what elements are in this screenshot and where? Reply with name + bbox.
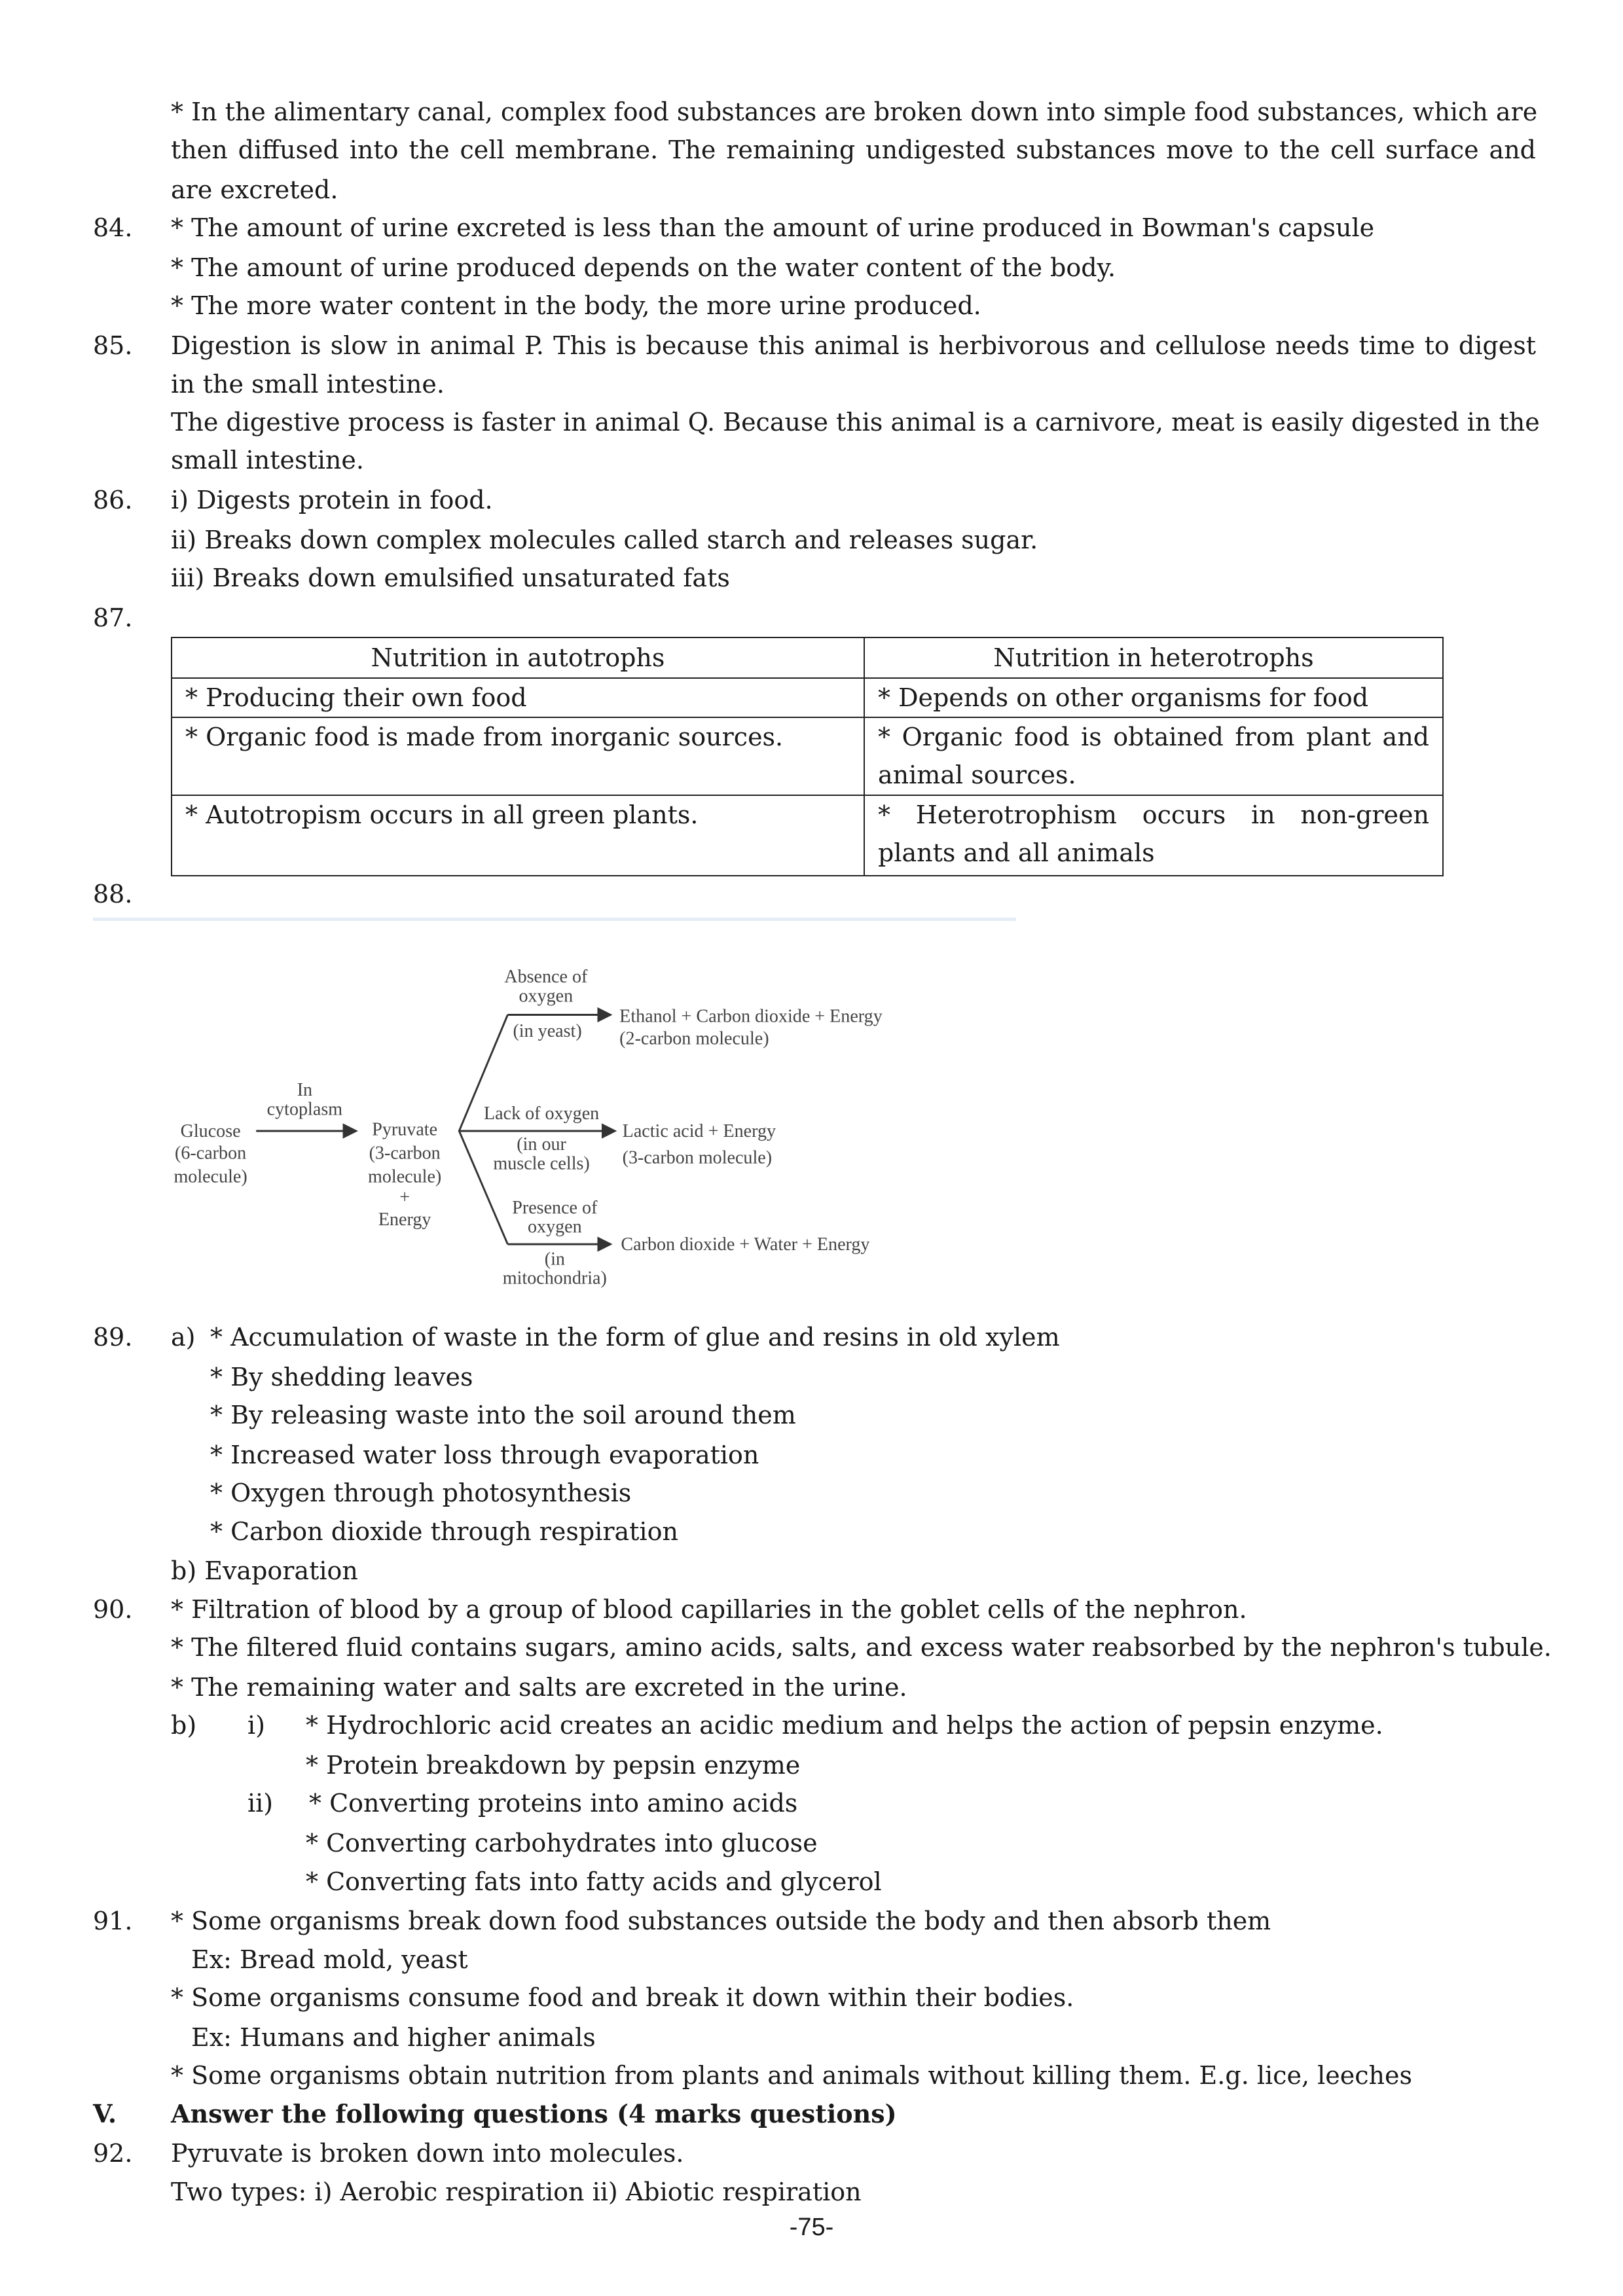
page-number: -75- bbox=[789, 2214, 834, 2241]
condition-label: oxygen bbox=[527, 1217, 582, 1238]
question-number: 87. bbox=[93, 603, 133, 632]
sub-label: i) bbox=[247, 1711, 265, 1740]
intro-line: are excreted. bbox=[171, 175, 338, 204]
answer-line: * Converting fats into fatty acids and glycerol bbox=[306, 1867, 882, 1896]
condition-label: Absence of bbox=[504, 967, 588, 988]
answer-line: * The more water content in the body, the more urine produced. bbox=[171, 291, 981, 320]
location-label: muscle cells) bbox=[493, 1153, 590, 1174]
sub-label: ii) bbox=[247, 1789, 274, 1818]
answer-line: * The filtered fluid contains sugars, amino acids, salts, and excess water reabsorbed by the nephron's tubule. bbox=[171, 1633, 1552, 1662]
answer-line: * Some organisms consume food and break it down within their bodies. bbox=[171, 1983, 1074, 2012]
answer-line: * By shedding leaves bbox=[210, 1363, 473, 1391]
section-title: Answer the following questions (4 marks questions) bbox=[171, 2099, 897, 2128]
answer-line: * The amount of urine produced depends on the water content of the body. bbox=[171, 253, 1116, 282]
condition-label: Presence of bbox=[512, 1197, 598, 1218]
sub-label: a) bbox=[171, 1323, 196, 1352]
answer-line: Digestion is slow in animal P. This is because this animal is herbivorous and cellulose needs time to digest bbox=[171, 331, 1536, 360]
question-number: 91. bbox=[93, 1907, 133, 1935]
pyruvate-label: (3-carbon bbox=[369, 1143, 441, 1164]
table-cell: * Organic food is made from inorganic sources. bbox=[172, 717, 864, 795]
respiration-pathway-diagram bbox=[147, 941, 1030, 1309]
table-cell: * Autotropism occurs in all green plants. bbox=[172, 795, 864, 876]
answer-line: The digestive process is faster in animal Q. Because this animal is a carnivore, meat is easily digested in the bbox=[171, 408, 1540, 437]
answer-line: * Some organisms obtain nutrition from plants and animals without killing them. E.g. lice, leeches bbox=[171, 2061, 1412, 2090]
pyruvate-label: + bbox=[399, 1187, 410, 1208]
table-row bbox=[172, 678, 1443, 717]
answer-line: * Increased water loss through evaporation bbox=[210, 1441, 759, 1469]
answer-line: * Hydrochloric acid creates an acidic medium and helps the action of pepsin enzyme. bbox=[306, 1711, 1383, 1740]
answer-line: * The amount of urine excreted is less than the amount of urine produced in Bowman's capsule bbox=[171, 213, 1375, 242]
sub-label: b) bbox=[171, 1711, 197, 1740]
answer-line: * Oxygen through photosynthesis bbox=[210, 1479, 632, 1507]
step-label: cytoplasm bbox=[266, 1099, 343, 1120]
answer-line: * Filtration of blood by a group of blood capillaries in the goblet cells of the nephron. bbox=[171, 1595, 1247, 1624]
divider bbox=[93, 918, 1016, 921]
product-label: Carbon dioxide + Water + Energy bbox=[621, 1234, 870, 1255]
answer-line: * Protein breakdown by pepsin enzyme bbox=[306, 1751, 801, 1780]
pyruvate-label: Pyruvate bbox=[372, 1119, 438, 1140]
product-label: Ethanol + Carbon dioxide + Energy bbox=[619, 1006, 883, 1027]
answer-line: * By releasing waste into the soil around them bbox=[210, 1401, 796, 1429]
answer-line: small intestine. bbox=[171, 446, 364, 475]
answer-line: b) Evaporation bbox=[171, 1556, 358, 1585]
answer-line: * Converting carbohydrates into glucose bbox=[306, 1829, 818, 1857]
step-label: In bbox=[297, 1080, 313, 1101]
table-header: Nutrition in autotrophs bbox=[172, 637, 864, 678]
question-number: 88. bbox=[93, 880, 133, 908]
answer-line: * Accumulation of waste in the form of glue and resins in old xylem bbox=[210, 1323, 1060, 1352]
product-label: (3-carbon molecule) bbox=[622, 1147, 773, 1168]
question-number: 86. bbox=[93, 486, 133, 514]
question-number: 84. bbox=[93, 213, 133, 242]
glucose-label: molecule) bbox=[173, 1166, 247, 1187]
condition-label: oxygen bbox=[519, 986, 574, 1007]
table-cell: * Organic food is obtained from plant and animal sources. bbox=[864, 717, 1443, 795]
nutrition-comparison-table bbox=[171, 637, 1444, 876]
table-row bbox=[172, 795, 1443, 876]
table-cell: * Producing their own food bbox=[172, 678, 864, 717]
location-label: (in our bbox=[517, 1134, 566, 1155]
pyruvate-label: Energy bbox=[378, 1209, 431, 1230]
answer-line: * Some organisms break down food substances outside the body and then absorb them bbox=[171, 1907, 1271, 1935]
intro-line: * In the alimentary canal, complex food substances are broken down into simple food substances, which are bbox=[171, 98, 1538, 126]
location-label: (in bbox=[544, 1249, 565, 1270]
example-line: Ex: Humans and higher animals bbox=[191, 2023, 596, 2052]
product-label: Lactic acid + Energy bbox=[622, 1121, 776, 1141]
answer-line: * Carbon dioxide through respiration bbox=[210, 1517, 678, 1546]
question-number: 92. bbox=[93, 2139, 133, 2168]
glucose-label: (6-carbon bbox=[175, 1143, 247, 1164]
answer-line: Two types: i) Aerobic respiration ii) Abiotic respiration bbox=[171, 2178, 862, 2206]
question-number: 85. bbox=[93, 331, 133, 360]
intro-line: then diffused into the cell membrane. The remaining undigested substances move to the cell surface and bbox=[171, 135, 1536, 164]
product-label: (2-carbon molecule) bbox=[619, 1028, 769, 1049]
table-header: Nutrition in heterotrophs bbox=[864, 637, 1443, 678]
answer-line: in the small intestine. bbox=[171, 370, 445, 399]
condition-label: Lack of oxygen bbox=[484, 1103, 600, 1124]
answer-line: Pyruvate is broken down into molecules. bbox=[171, 2139, 684, 2168]
question-number: 89. bbox=[93, 1323, 133, 1352]
table-header-row bbox=[172, 637, 1443, 678]
glucose-label: Glucose bbox=[180, 1121, 241, 1141]
table-row bbox=[172, 717, 1443, 795]
pyruvate-label: molecule) bbox=[368, 1166, 442, 1187]
answer-line: iii) Breaks down emulsified unsaturated fats bbox=[171, 564, 730, 592]
answer-line: ii) Breaks down complex molecules called starch and releases sugar. bbox=[171, 526, 1038, 554]
answer-line: * Converting proteins into amino acids bbox=[309, 1789, 798, 1818]
branch-line bbox=[459, 1015, 507, 1244]
question-number: 90. bbox=[93, 1595, 133, 1624]
answer-line: i) Digests protein in food. bbox=[171, 486, 493, 514]
answer-line: * The remaining water and salts are excreted in the urine. bbox=[171, 1673, 907, 1702]
location-label: (in yeast) bbox=[513, 1021, 582, 1042]
section-number: V. bbox=[93, 2099, 117, 2128]
table-cell: * Heterotrophism occurs in non-green plants and all animals bbox=[864, 795, 1443, 876]
location-label: mitochondria) bbox=[502, 1268, 607, 1289]
table-cell: * Depends on other organisms for food bbox=[864, 678, 1443, 717]
example-line: Ex: Bread mold, yeast bbox=[191, 1945, 468, 1974]
